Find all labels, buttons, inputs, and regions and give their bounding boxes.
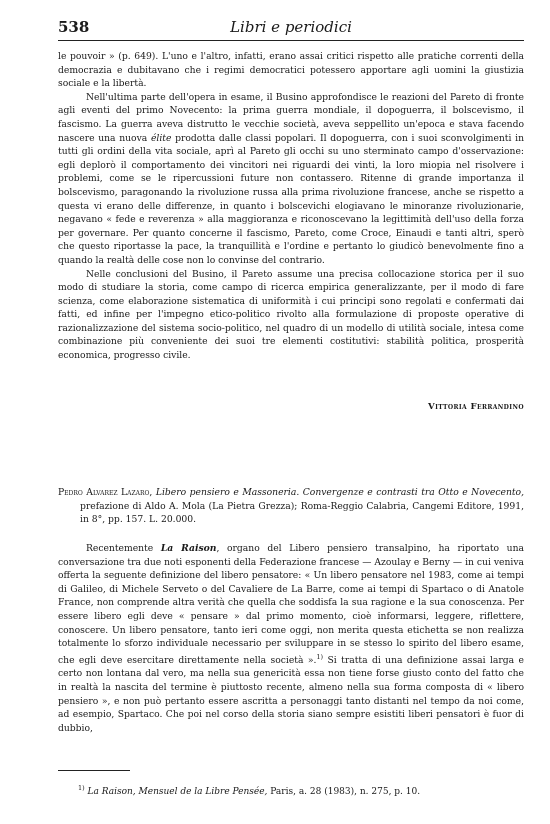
footnote-reference: 1)	[316, 652, 324, 661]
footnote-marker: 1)	[78, 784, 85, 792]
review-text-section-2	[58, 542, 524, 735]
book-citation-heading	[58, 486, 524, 527]
journal-name-la-raison: La Raison	[160, 543, 217, 554]
footnote-citation: Paris, a. 28 (1983), n. 275, p. 10.	[267, 787, 421, 797]
text-run: Recentemente	[86, 543, 161, 554]
footnote-divider	[58, 770, 130, 771]
book-title: Libero pensiero e Massoneria. Convergenze e contrasti tra Otto e Novecento,	[155, 487, 525, 498]
text-run: , organo del Libero pensiero transalpino, ha riportato una conversazione tra due noti esponenti della Federazione francese — Azoulay e Berny — in cui veniva offerta la seguente definizione del libero pensatore: « Un libero pensatore nel 1983, come ai tempi di Galileo, di Michele Serveto o del Cavaliere de La Barre, come ai tempi di Spartaco o di Anatole France, non comprende altra verità che quella che soddisfa la sua ragione e la sua conoscenza. Per essere libero egli deve « pensare » dal primo momento, cioè informarsi, leggere, riflettere, conoscere. Un libero pensatore, tanto ieri come oggi, non merita questa etichetta se non realizza totalmente lo sforzo individuale necessario per sviluppare in se stesso lo spirito del libero esame, che egli deve esercitare direttamente nella società ».	[58, 543, 524, 666]
paragraph-busino-last-part	[58, 91, 524, 268]
reviewer-signature: Vittoria Ferrandino	[428, 402, 524, 412]
text-run: Si tratta di una definizione assai larga e certo non lontana dal vero, ma nella sua genericità essa non tiene forse giusto conto del fatto che in realtà la nascita del termine è piuttosto recente, almeno nella sua forma composta di « libero pensiero », e non può pertanto essere ascritta a personaggi tanto distanti nel tempo da noi come, ad esempio, Spartaco. Che poi nel corso della storia siano sempre esistiti liberi pensatori è fuor di dubbio,	[58, 654, 524, 734]
text-run: Nell'ultima parte dell'opera in esame, il Busino approfondisce le reazioni del Pareto di fronte agli eventi del primo Novecento: la prima guerra mondiale, il dopoguerra, il bolscevismo, il fascismo. La guerra aveva distrutto le vecchie società, aveva seppellito un'epoca e stava facendo nascere una nuova	[58, 91, 524, 144]
running-title: Libri e periodici	[230, 18, 352, 36]
review-text-section-1	[58, 50, 524, 363]
page-header	[58, 18, 524, 41]
italic-term-elite: élite	[150, 132, 172, 144]
book-publication-details: prefazione di Aldo A. Mola (La Pietra Grezza); Roma-Reggio Calabria, Cangemi Editore, 1991, in 8°, pp. 157. L. 20.000.	[80, 500, 524, 526]
book-author: Pedro Alvarez Lazaro,	[58, 487, 153, 498]
text-run: prodotta dalle classi popolari. Il dopoguerra, con i suoi sconvolgimenti in tutti gli ordini della vita sociale, aprì al Pareto gli occhi su uno sterminato campo d'osservazione: egli deplorò il comportamento dei vincitori nei riguardi dei vinti, la loro miopia nel risolvere i problemi, come se le ripercussioni future non contassero. Ritenne di grande importanza il bolscevismo, paragonando la rivoluzione russa alla prima rivoluzione francese, anche se rispetto a questa vi erano delle differenze, in quanto i bolscevichi elogiavano le minoranze rivoluzionarie, negavano « fede e reverenza » alla maggioranza e riconoscevano la legittimità dell'uso della forza per governare. Per quanto concerne il fascismo, Pareto, come Croce, Einaudi e tanti altri, sperò che questo riportasse la pace, la tranquillità e l'ordine e pertanto lo giudicò benevolmente fino a quando la realtà delle cose non lo convinse del contrario.	[58, 132, 524, 266]
footnote	[78, 784, 524, 797]
page-number: 538	[58, 18, 90, 36]
paragraph-la-raison	[58, 542, 524, 735]
footnote-journal: La Raison, Mensuel de la Libre Pensée,	[87, 787, 268, 797]
paragraph-busino-conclusions: Nelle conclusioni del Busino, il Pareto assume una precisa collocazione storica per il suo modo di studiare la storia, come campo di ricerca empirica generalizzante, per il modo di fare scienza, come elaborazione sistematica di uniformità i cui principi sono regolati e confermati dai fatti, ed infine per l'impegno etico-politico rivolto alla formulazione di proposte operative di razionalizzazione del sistema socio-politico, nel quadro di un modello di utilità sociale, intesa come combinazione più conveniente dei suoi tre elementi costitutivi: stabilità politica, prosperità economica, progresso civile.	[58, 268, 524, 362]
paragraph-continuation: le pouvoir » (p. 649). L'uno e l'altro, infatti, erano assai critici rispetto alle pratiche correnti della democrazia e dubitavano che i regimi democratici potessero apportare agli uomini la giustizia sociale e la libertà.	[58, 51, 524, 90]
